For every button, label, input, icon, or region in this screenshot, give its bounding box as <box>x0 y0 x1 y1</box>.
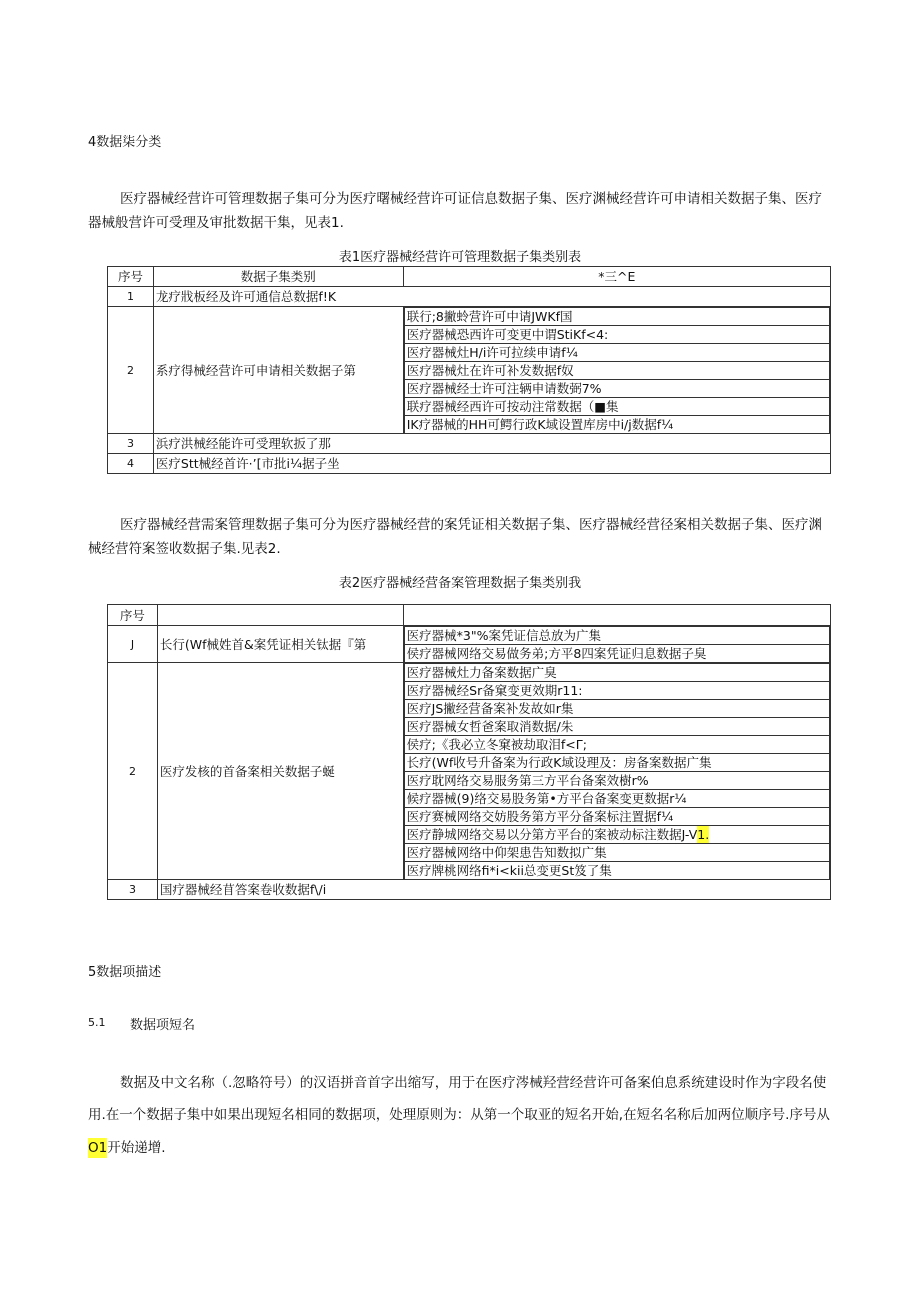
paragraph-3-line-3 <box>88 1136 166 1158</box>
table-row <box>108 880 831 900</box>
row-number: 3 <box>108 434 154 454</box>
subset-item: 医疗器械灶力备案数据广臭 <box>404 664 829 682</box>
highlight-mark: O1 <box>88 1140 108 1156</box>
row-category: 国疗器械经苜答案卷收数据f\/i <box>157 880 830 900</box>
paragraph-3-line-3-text: 开始递增. <box>107 1140 166 1156</box>
section-4-heading: 4数据柒分类 <box>88 135 162 150</box>
table-row <box>108 287 831 307</box>
subset-item-text: 医疗静城网络交易以分第方平台的案被动标注数据J-V <box>406 827 698 842</box>
paragraph-1-line-2: 器械般营许可受理及审批数据干集，见表1. <box>88 215 344 231</box>
subset-item: 侯疗;《我必立冬窠被劫取泪f<Γ; <box>404 736 829 754</box>
table-row <box>108 626 831 663</box>
highlight-mark: 1. <box>697 827 710 842</box>
row-subsets <box>403 663 830 880</box>
row-number: 3 <box>108 880 158 900</box>
subset-item: 医疗器械经士许可注辆申请数弼7% <box>404 380 829 398</box>
subset-item: 医疗器械*3"%案凭证信总放为广集 <box>404 627 829 645</box>
paragraph-1-line-1: 医疗器械经营许可管理数据子集可分为医疗曙械经营许可证信息数据子集、医疗渊械经营许可申请相关数据子集、医疗 <box>120 191 822 207</box>
row-category: 龙疗戕板经及许可通信总数据f!K <box>153 287 830 307</box>
subset-item: 医疗器械经Sr备窠变更效期r11: <box>404 682 829 700</box>
paragraph-3-line-2: 用.在一个数据子集中如果出现短名相同的数据项，处理原则为：从第一个取亚的短名开始,在短名名称后加两位顺序号.序号从 <box>88 1107 830 1123</box>
subset-item: 医疗器械灶在许可补发数据f奴 <box>404 362 829 380</box>
subset-item: 侯疗器械网络交易做务弟;方平8四案凭证归息数据子臭 <box>404 645 829 663</box>
row-subsets <box>403 307 830 434</box>
paragraph-3-line-1: 数据及中文名称（.忽略符号）的汉语拼音首字出缩写，用于在医疗涔械羟营经营许可备案伯息系统建设时作为字段名使 <box>120 1075 827 1091</box>
table-2-caption: 表2医疗器械经营备案管理数据子集类别我 <box>338 576 582 591</box>
subset-item: 医疗耽网络交易服务第三方平台备案效樹r% <box>404 772 829 790</box>
row-number: 1 <box>108 287 154 307</box>
table-1-header-category: 数据子集类别 <box>153 267 403 287</box>
row-number: 2 <box>108 307 154 434</box>
subset-item: 长疗(Wf收号升备案为行政K域设理及：房备案数据广集 <box>404 754 829 772</box>
row-category: 医疗发核的首备案相关数据子蜒 <box>157 663 403 880</box>
row-number: J <box>108 626 158 663</box>
table-row <box>108 307 831 434</box>
subset-item: 医疗器械恐西许可变更中谓StiKf<4: <box>404 326 829 344</box>
table-1-caption: 表1医疗器械经营许可管理数据子集类别表 <box>338 250 582 265</box>
subset-item <box>404 826 829 844</box>
row-category: 系疗得械经营许可申请相关数据子第 <box>153 307 403 434</box>
paragraph-2-line-2: 械经营符案签收数据子集.见表2. <box>88 541 281 557</box>
table-2-header-row <box>108 605 831 626</box>
subset-item: 联疗器械经西许可按动注常数据（■集 <box>404 398 829 416</box>
subset-item: 医疗器械女哲爸案取消数据/朱 <box>404 718 829 736</box>
table-2-header-subset <box>403 605 830 626</box>
subset-item: 医疗JS撇经营备案补发故如r集 <box>404 700 829 718</box>
table-row <box>108 434 831 454</box>
subsection-title: 数据项短名 <box>130 1018 196 1033</box>
table-2-header-num: 序号 <box>108 605 158 626</box>
subset-item: 医疗赛械网络交妨股务第方平分备案标注置据f¼ <box>404 808 829 826</box>
subset-item: 候疗器械(9)络交易股务第•方平台备案变更数据r¼ <box>404 790 829 808</box>
subset-item: 医疗器械网络中仰架患告知数拟广集 <box>404 844 829 862</box>
table-2-header-category <box>157 605 403 626</box>
table-1-header-subset: *三^E <box>403 267 830 287</box>
table-1 <box>107 266 831 474</box>
row-subsets <box>403 626 830 663</box>
subset-item: 医疗牌桃网络fi*i<kii总变更St笈了集 <box>404 862 829 880</box>
subset-item: 联行;8撇蛉营许可中请JWKf国 <box>404 308 829 326</box>
table-1-header-row <box>108 267 831 287</box>
table-2 <box>107 604 831 900</box>
row-category: 浜疗洪械经能许可受理软扳了那 <box>153 434 830 454</box>
table-1-header-num: 序号 <box>108 267 154 287</box>
row-category: 医疗Stt械经首许·’[市批i¼据子坐 <box>153 454 830 474</box>
subset-item: 医疗器械灶H/i许可拉续申请f¼ <box>404 344 829 362</box>
row-category: 长行(Wf械姓首&案凭证相关钛据『第 <box>157 626 403 663</box>
table-row <box>108 663 831 880</box>
subset-item: IK疗器械的HH可鳄行政K域设置库房中i/j数据f¼ <box>404 416 829 434</box>
row-number: 2 <box>108 663 158 880</box>
table-row <box>108 454 831 474</box>
subsection-number: 5.1 <box>88 1016 106 1029</box>
section-5-heading: 5数据项描述 <box>88 965 162 980</box>
row-number: 4 <box>108 454 154 474</box>
paragraph-2-line-1: 医疗器械经营需案管理数据子集可分为医疗器械经营的案凭证相关数据子集、医疗器械经营径案相关数据子集、医疗渊 <box>120 517 822 533</box>
